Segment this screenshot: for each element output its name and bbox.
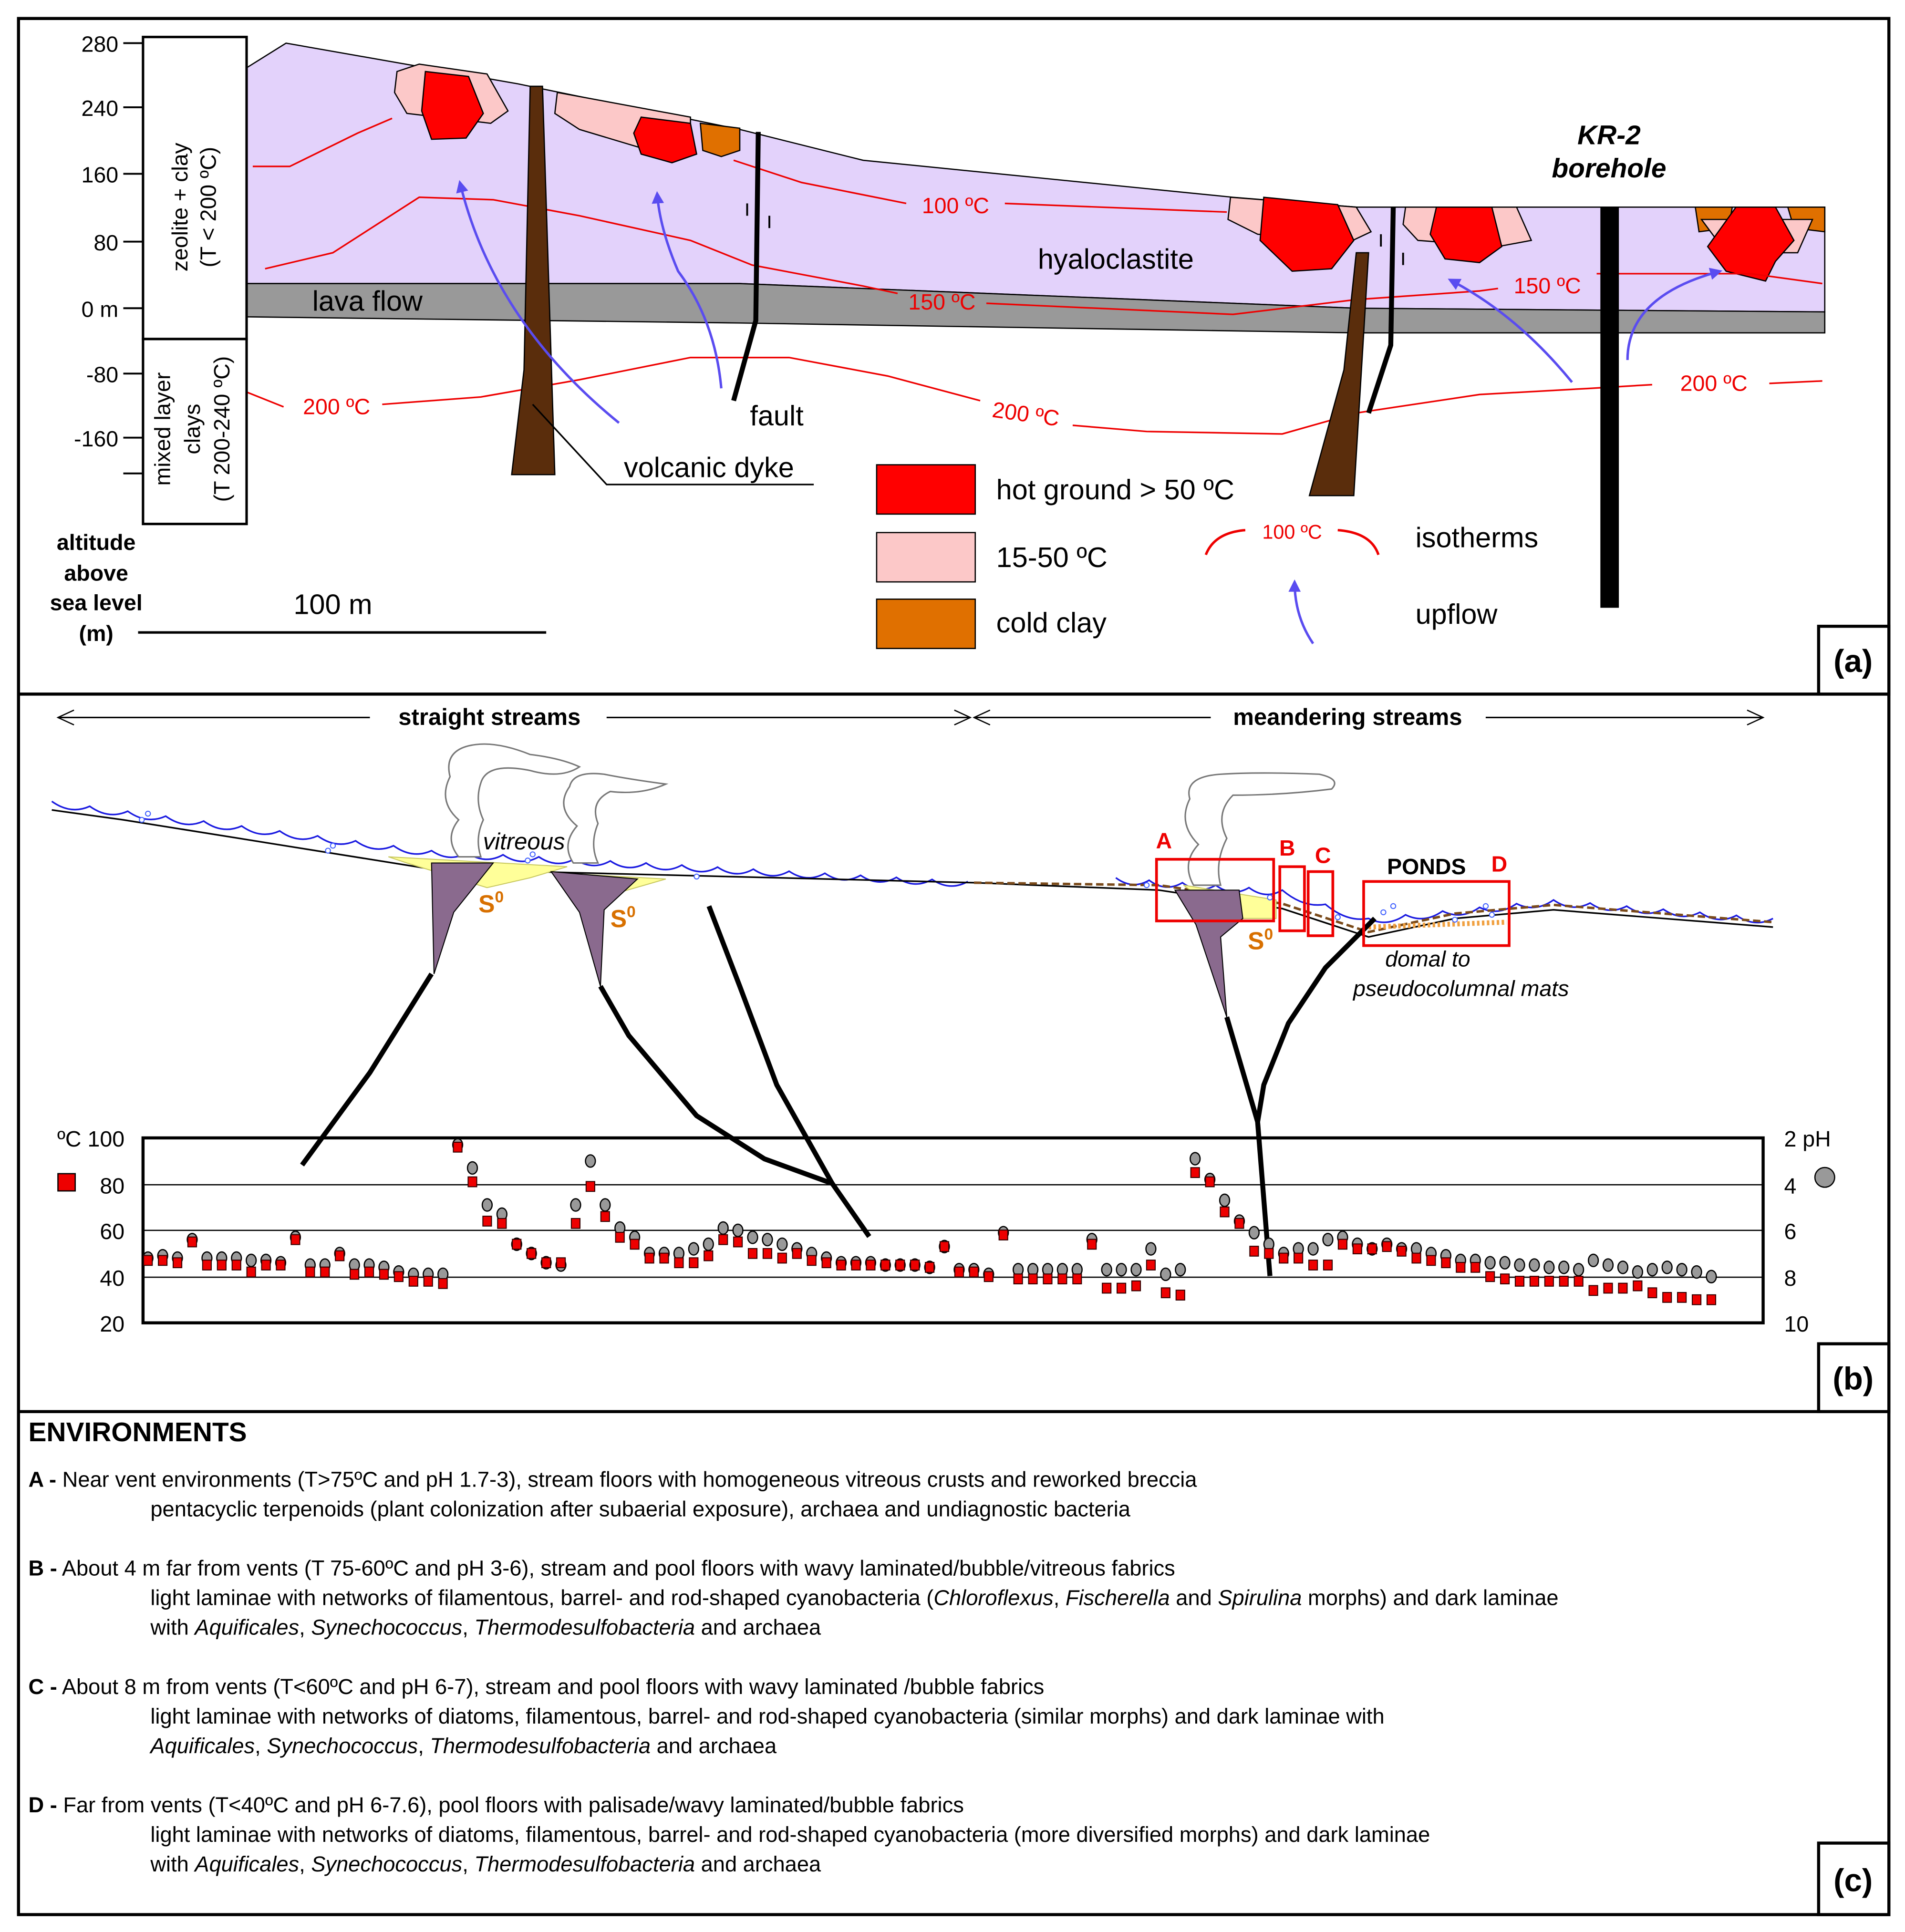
ph-point xyxy=(467,1162,477,1174)
svg-text:(c): (c) xyxy=(1833,1862,1873,1899)
temperature-point xyxy=(970,1267,978,1277)
temperature-point xyxy=(497,1219,506,1229)
isotherm-label-100: 100 ºC xyxy=(921,193,989,218)
panel-label-a xyxy=(1819,626,1889,694)
temperature-point xyxy=(1677,1292,1686,1302)
environment-item xyxy=(28,1465,1816,1524)
temperature-point xyxy=(999,1230,1008,1240)
environment-line xyxy=(28,1731,1816,1760)
stream-bed-meandering xyxy=(974,883,1773,937)
ph-point xyxy=(482,1199,492,1211)
temperature-point xyxy=(1028,1274,1037,1284)
environment-item xyxy=(28,1672,1816,1760)
temperature-point xyxy=(586,1181,595,1191)
temperature-point xyxy=(1471,1262,1480,1272)
left-tick-60: 60 xyxy=(100,1219,125,1244)
zeolite-zone-temp: (T < 200 ºC) xyxy=(196,146,221,268)
tick-80: 80 xyxy=(93,230,119,255)
environment-line xyxy=(28,1583,1816,1612)
ph-point xyxy=(1647,1263,1657,1276)
mixed-zone-label-2: clays xyxy=(179,403,205,455)
temperature-point xyxy=(1250,1246,1258,1256)
ph-point xyxy=(586,1155,596,1167)
ph-point xyxy=(1131,1263,1141,1276)
taxon-name: Fischerella xyxy=(1065,1585,1170,1611)
ph-point xyxy=(1117,1263,1127,1276)
ph-point xyxy=(1515,1259,1525,1271)
temperature-point xyxy=(837,1260,846,1270)
axis-title-3: sea level xyxy=(50,590,143,615)
kr2-borehole xyxy=(1600,207,1619,608)
right-tick-8: 8 xyxy=(1784,1266,1797,1291)
temperature-point xyxy=(1309,1260,1317,1270)
legend-cold-swatch xyxy=(877,599,975,648)
svg-text:S0: $S^0$ xyxy=(610,903,636,932)
environment-text: and archaea xyxy=(695,1851,821,1877)
ph-point xyxy=(1175,1263,1185,1276)
legend-warm-label: 15-50 ºC xyxy=(996,541,1108,574)
temperature-point xyxy=(1073,1274,1081,1284)
ph-point xyxy=(763,1233,773,1246)
temperature-point xyxy=(925,1262,934,1272)
temperature-point xyxy=(1692,1295,1701,1305)
environment-text: , xyxy=(299,1615,311,1640)
ph-point xyxy=(1102,1263,1112,1276)
axis-title-1: altitude xyxy=(56,529,136,555)
temperature-point xyxy=(365,1267,373,1277)
environment-text: and archaea xyxy=(695,1615,821,1640)
scale-bar-label: 100 m xyxy=(293,588,373,620)
environment-text: light laminae with networks of diatoms, filamentous, barrel- and rod-shaped cyanobacteria (more diversified morphs) and dark laminae xyxy=(150,1822,1430,1847)
temperature-point xyxy=(674,1258,683,1268)
temperature-point xyxy=(1117,1283,1126,1293)
temperature-point xyxy=(793,1249,801,1259)
temperature-point xyxy=(1132,1281,1140,1291)
legend-ph-circle xyxy=(1815,1167,1834,1187)
left-tick-20: 20 xyxy=(100,1311,125,1336)
legend-upflow-arrow-icon xyxy=(1294,582,1313,643)
legend-isotherms-label: isotherms xyxy=(1415,521,1539,554)
environment-line xyxy=(28,1819,1816,1849)
temperature-point xyxy=(645,1253,654,1263)
ponds-label: PONDS xyxy=(1387,854,1466,879)
environment-text: light laminae with networks of filamentous, barrel- and rod-shaped cyanobacteria ( xyxy=(150,1585,934,1611)
ph-point xyxy=(1603,1259,1613,1271)
temperature-point xyxy=(1102,1283,1111,1293)
environment-text: and xyxy=(1170,1585,1218,1611)
temperature-point xyxy=(262,1260,270,1270)
temperature-point xyxy=(911,1260,919,1270)
temperature-point xyxy=(1604,1283,1612,1293)
ph-point xyxy=(1530,1259,1540,1271)
ph-point xyxy=(1190,1153,1200,1165)
ph-point xyxy=(1485,1257,1495,1269)
box-label-c: C xyxy=(1315,843,1331,868)
temperature-point xyxy=(1368,1244,1377,1254)
environment-line xyxy=(28,1849,1816,1879)
temperature-point xyxy=(1545,1276,1553,1286)
taxon-name: Chloroflexus xyxy=(933,1585,1054,1611)
temperature-point xyxy=(660,1253,668,1263)
temperature-point xyxy=(203,1260,211,1270)
box-label-a: A xyxy=(1156,828,1172,853)
temperature-point xyxy=(1087,1240,1096,1250)
mixed-zone-temp: (T 200-240 ºC) xyxy=(209,356,234,502)
temperature-point xyxy=(380,1270,388,1280)
temperature-point xyxy=(350,1270,359,1280)
lava-flow-label: lava flow xyxy=(312,285,423,317)
ph-point xyxy=(1677,1263,1687,1276)
ph-point xyxy=(1574,1263,1584,1276)
environment-line xyxy=(28,1790,1816,1819)
temperature-point xyxy=(1618,1283,1627,1293)
temperature-point xyxy=(1383,1241,1391,1251)
environments-title: ENVIRONMENTS xyxy=(28,1416,247,1447)
temperature-point xyxy=(527,1249,536,1259)
temperature-point xyxy=(896,1260,904,1270)
environments-list xyxy=(28,1465,1816,1879)
temperature-point xyxy=(1501,1274,1509,1284)
temperature-point xyxy=(866,1260,875,1270)
temperature-point xyxy=(734,1237,742,1247)
temperature-point xyxy=(1264,1249,1273,1259)
box-label-b: B xyxy=(1279,835,1295,860)
environment-key: A - xyxy=(28,1467,57,1492)
ph-point xyxy=(777,1238,787,1250)
svg-text:(a): (a) xyxy=(1833,643,1873,679)
temperature-point xyxy=(424,1276,433,1286)
isotherm-label-200: 200 ºC xyxy=(303,394,371,419)
temperature-point xyxy=(542,1258,550,1268)
temperature-point xyxy=(631,1240,639,1250)
temperature-point xyxy=(1176,1290,1185,1300)
environment-item xyxy=(28,1790,1816,1879)
isotherm-label-150b: 150 ºC xyxy=(1513,273,1581,299)
temperature-point xyxy=(689,1258,698,1268)
ph-point xyxy=(1249,1227,1259,1239)
temperature-point xyxy=(173,1258,182,1268)
temperature-point xyxy=(1427,1255,1435,1265)
ph-point xyxy=(704,1238,714,1250)
temperature-point xyxy=(247,1267,256,1277)
taxon-name: Aquificales xyxy=(195,1851,300,1877)
environment-key: B - xyxy=(28,1556,57,1581)
temperature-point xyxy=(1633,1281,1642,1291)
ph-point xyxy=(1308,1243,1318,1255)
taxon-name: Aquificales xyxy=(195,1615,300,1640)
ph-point xyxy=(1146,1243,1156,1255)
temperature-point xyxy=(321,1267,329,1277)
left-axis-title-100: ºC 100 xyxy=(57,1126,125,1152)
temperature-point xyxy=(1206,1177,1214,1187)
temperature-point xyxy=(1530,1276,1539,1286)
environment-text: light laminae with networks of diatoms, filamentous, barrel- and rod-shaped cyanobacteria (similar morphs) and dark laminae with xyxy=(150,1704,1385,1729)
temperature-point xyxy=(158,1255,167,1265)
environment-text: pentacyclic terpenoids (plant colonization after subaerial exposure), archaea and undiagnostic bacteria xyxy=(150,1497,1130,1521)
temperature-point xyxy=(468,1177,476,1187)
temperature-point xyxy=(1707,1295,1716,1305)
legend-upflow-label: upflow xyxy=(1415,598,1498,630)
tick-minus-80: -80 xyxy=(86,362,119,387)
right-tick-6: 6 xyxy=(1784,1219,1797,1244)
temperature-point xyxy=(217,1260,226,1270)
ph-point xyxy=(1544,1261,1554,1273)
temperature-point xyxy=(1456,1262,1465,1272)
environment-line xyxy=(28,1494,1816,1524)
fault-label: fault xyxy=(750,399,804,432)
ph-point xyxy=(1559,1261,1569,1273)
zeolite-zone-label: zeolite + clay xyxy=(167,143,192,272)
ph-point xyxy=(1662,1261,1672,1273)
temperature-point xyxy=(1014,1274,1023,1284)
borehole-name: KR-2 xyxy=(1577,120,1641,151)
ph-point xyxy=(1633,1266,1643,1278)
temperature-point xyxy=(763,1249,772,1259)
stream-profile xyxy=(52,704,1773,1276)
environment-text: Far from vents (T<40ºC and pH 6-7.6), pool floors with palisade/wavy laminated/bubble fabrics xyxy=(57,1792,964,1818)
environment-text: , xyxy=(255,1733,267,1758)
environment-line xyxy=(28,1612,1816,1642)
axis-title-4: (m) xyxy=(79,621,114,646)
isotherm-label-150: 150 ºC xyxy=(908,289,976,314)
ph-point xyxy=(246,1254,256,1267)
right-tick-10: 10 xyxy=(1784,1311,1809,1336)
vitreous-label: vitreous xyxy=(483,829,565,855)
taxon-name: Synechococcus xyxy=(311,1615,463,1640)
temperature-point xyxy=(940,1241,949,1251)
tick-0: 0 m xyxy=(81,297,119,322)
temperature-point xyxy=(1441,1258,1450,1268)
ph-point xyxy=(689,1243,699,1255)
right-axis-title-2: 2 pH xyxy=(1784,1126,1831,1152)
mixed-zone-label: mixed layer xyxy=(150,372,175,486)
borehole-label: borehole xyxy=(1552,154,1667,184)
taxon-name: Synechococcus xyxy=(267,1733,418,1758)
temperature-point xyxy=(1324,1260,1332,1270)
axis-title-2: above xyxy=(64,560,128,586)
environments-section xyxy=(28,1418,1816,1909)
box-b xyxy=(1280,867,1305,930)
environment-text: , xyxy=(462,1851,475,1877)
temperature-point xyxy=(1279,1253,1288,1263)
environment-text: About 8 m from vents (T<60ºC and pH 6-7), stream and pool floors with wavy laminated /bubble fabrics xyxy=(57,1674,1045,1699)
taxon-name: Thermodesulfobacteria xyxy=(474,1851,695,1877)
temperature-point xyxy=(291,1235,300,1245)
chart-marks xyxy=(143,1139,1716,1305)
svg-text:S0: $S^0$ xyxy=(1248,925,1273,955)
temperature-point xyxy=(719,1235,727,1245)
environment-line xyxy=(28,1672,1816,1701)
temperature-point xyxy=(851,1260,860,1270)
temperature-point xyxy=(557,1258,565,1268)
tick-160: 160 xyxy=(81,162,119,187)
environment-text: with xyxy=(150,1615,195,1640)
environment-text: , xyxy=(462,1615,475,1640)
temperature-point xyxy=(1338,1240,1347,1250)
temperature-point xyxy=(1574,1276,1583,1286)
environment-line xyxy=(28,1701,1816,1731)
tick-240: 240 xyxy=(81,95,119,121)
temperature-point xyxy=(1486,1271,1494,1281)
environment-text: , xyxy=(418,1733,430,1758)
mats-label-1: domal to xyxy=(1385,946,1470,971)
ph-point xyxy=(1500,1257,1510,1269)
temperature-point xyxy=(276,1260,285,1270)
ph-point xyxy=(1707,1271,1717,1283)
temperature-point xyxy=(439,1279,447,1289)
volcanic-dyke-label: volcanic dyke xyxy=(623,451,794,484)
temperature-point xyxy=(822,1258,831,1268)
legend-a xyxy=(877,465,1538,649)
environment-text: , xyxy=(299,1851,311,1877)
taxon-name: Synechococcus xyxy=(311,1851,463,1877)
temperature-point xyxy=(1161,1288,1170,1298)
ph-point xyxy=(1220,1194,1230,1207)
temperature-point xyxy=(1515,1276,1524,1286)
temperature-point xyxy=(808,1255,816,1265)
temperature-point xyxy=(601,1211,610,1221)
taxon-name: Thermodesulfobacteria xyxy=(430,1733,651,1758)
meandering-streams-label: meandering streams xyxy=(1233,704,1462,730)
temperature-point xyxy=(144,1255,152,1265)
temperature-point xyxy=(454,1142,462,1152)
temperature-point xyxy=(232,1260,241,1270)
temperature-point xyxy=(1560,1276,1568,1286)
ph-point xyxy=(1161,1268,1171,1281)
legend-cold-label: cold clay xyxy=(996,607,1107,639)
ph-point xyxy=(1323,1233,1333,1246)
panel-label-b xyxy=(1819,1344,1889,1412)
temperature-point xyxy=(1043,1274,1052,1284)
sulfur-deposits xyxy=(388,857,1276,919)
ph-point xyxy=(1618,1261,1628,1273)
temperature-point xyxy=(881,1260,890,1270)
ph-point xyxy=(718,1222,728,1234)
temperature-point xyxy=(306,1267,314,1277)
environment-text: Near vent environments (T>75ºC and pH 1.7-3), stream floors with homogeneous vitreous crusts and reworked breccia xyxy=(56,1467,1197,1492)
temperature-point xyxy=(1058,1274,1066,1284)
legend-hot-label: hot ground > 50 ºC xyxy=(996,473,1234,506)
environment-line xyxy=(28,1553,1816,1583)
ph-point xyxy=(748,1231,758,1243)
ph-point xyxy=(1692,1266,1702,1278)
environment-text: and archaea xyxy=(651,1733,777,1758)
temperature-point xyxy=(616,1232,624,1242)
environment-line xyxy=(28,1465,1816,1494)
temperature-point xyxy=(748,1249,757,1259)
isotherm-label-200c: 200 ºC xyxy=(1680,371,1748,396)
temperature-point xyxy=(1663,1292,1671,1302)
temperature-point xyxy=(1648,1288,1657,1298)
environment-item xyxy=(28,1553,1816,1642)
temperature-point xyxy=(1235,1219,1243,1229)
taxon-name: Spirulina xyxy=(1218,1585,1302,1611)
temperature-point xyxy=(409,1276,418,1286)
hyaloclastite-label: hyaloclastite xyxy=(1037,243,1194,275)
zeolite-zone-box xyxy=(143,37,247,339)
temperature-point xyxy=(394,1271,403,1281)
panel-label-c xyxy=(1819,1843,1889,1915)
temperature-point xyxy=(571,1219,580,1229)
ph-point xyxy=(600,1199,610,1211)
environment-key: D - xyxy=(28,1792,57,1818)
tick-minus-160: -160 xyxy=(74,426,119,451)
right-tick-4: 4 xyxy=(1784,1173,1797,1198)
temperature-point xyxy=(1294,1253,1303,1263)
tick-280: 280 xyxy=(81,31,119,57)
temperature-point xyxy=(955,1267,963,1277)
isotherm-label-200b: 200 ºC xyxy=(991,397,1061,431)
temperature-point xyxy=(1220,1207,1229,1217)
temperature-point xyxy=(984,1271,993,1281)
temperature-point xyxy=(483,1216,491,1226)
legend-isotherm-sample: 100 ºC xyxy=(1262,521,1322,543)
temperature-point xyxy=(1398,1246,1406,1256)
temperature-point xyxy=(188,1237,197,1247)
pond-mats xyxy=(1368,922,1507,927)
taxon-name: Aquificales xyxy=(150,1733,255,1758)
ph-point xyxy=(733,1224,743,1237)
taxon-name: Thermodesulfobacteria xyxy=(474,1615,695,1640)
environment-key: C - xyxy=(28,1674,57,1699)
left-tick-40: 40 xyxy=(100,1266,125,1291)
straight-streams-label: straight streams xyxy=(398,704,581,730)
temperature-ph-chart xyxy=(57,1126,1835,1336)
temperature-point xyxy=(335,1251,344,1261)
temperature-point xyxy=(704,1251,713,1261)
box-c xyxy=(1308,872,1333,936)
vent-conduits xyxy=(432,863,1243,1017)
environment-text: morphs) and dark laminae xyxy=(1302,1585,1559,1611)
temperature-point xyxy=(1191,1167,1200,1178)
temperature-point xyxy=(512,1240,521,1250)
svg-text:(b): (b) xyxy=(1833,1361,1874,1397)
legend-warm-swatch xyxy=(877,533,975,582)
cross-section xyxy=(247,43,1825,608)
environment-text: About 4 m far from vents (T 75-60ºC and pH 3-6), stream and pool floors with wavy laminated/bubble/vitreous fabrics xyxy=(57,1556,1175,1581)
box-label-d: D xyxy=(1491,851,1508,877)
temperature-point xyxy=(1353,1244,1362,1254)
temperature-point xyxy=(778,1253,787,1263)
ph-point xyxy=(1588,1254,1598,1267)
legend-temperature-square xyxy=(58,1174,75,1191)
mats-label-2: pseudocolumnal mats xyxy=(1353,976,1569,1001)
svg-text:S0: $S^0$ xyxy=(478,889,504,918)
temperature-point xyxy=(1147,1260,1155,1270)
legend-hot-swatch xyxy=(877,465,975,514)
ph-point xyxy=(571,1199,581,1211)
temperature-point xyxy=(1412,1253,1420,1263)
left-tick-80: 80 xyxy=(100,1173,125,1198)
steam-plumes xyxy=(445,744,1335,885)
environment-text: with xyxy=(150,1851,195,1877)
temperature-point xyxy=(1589,1286,1598,1296)
environment-text: , xyxy=(1053,1585,1066,1611)
